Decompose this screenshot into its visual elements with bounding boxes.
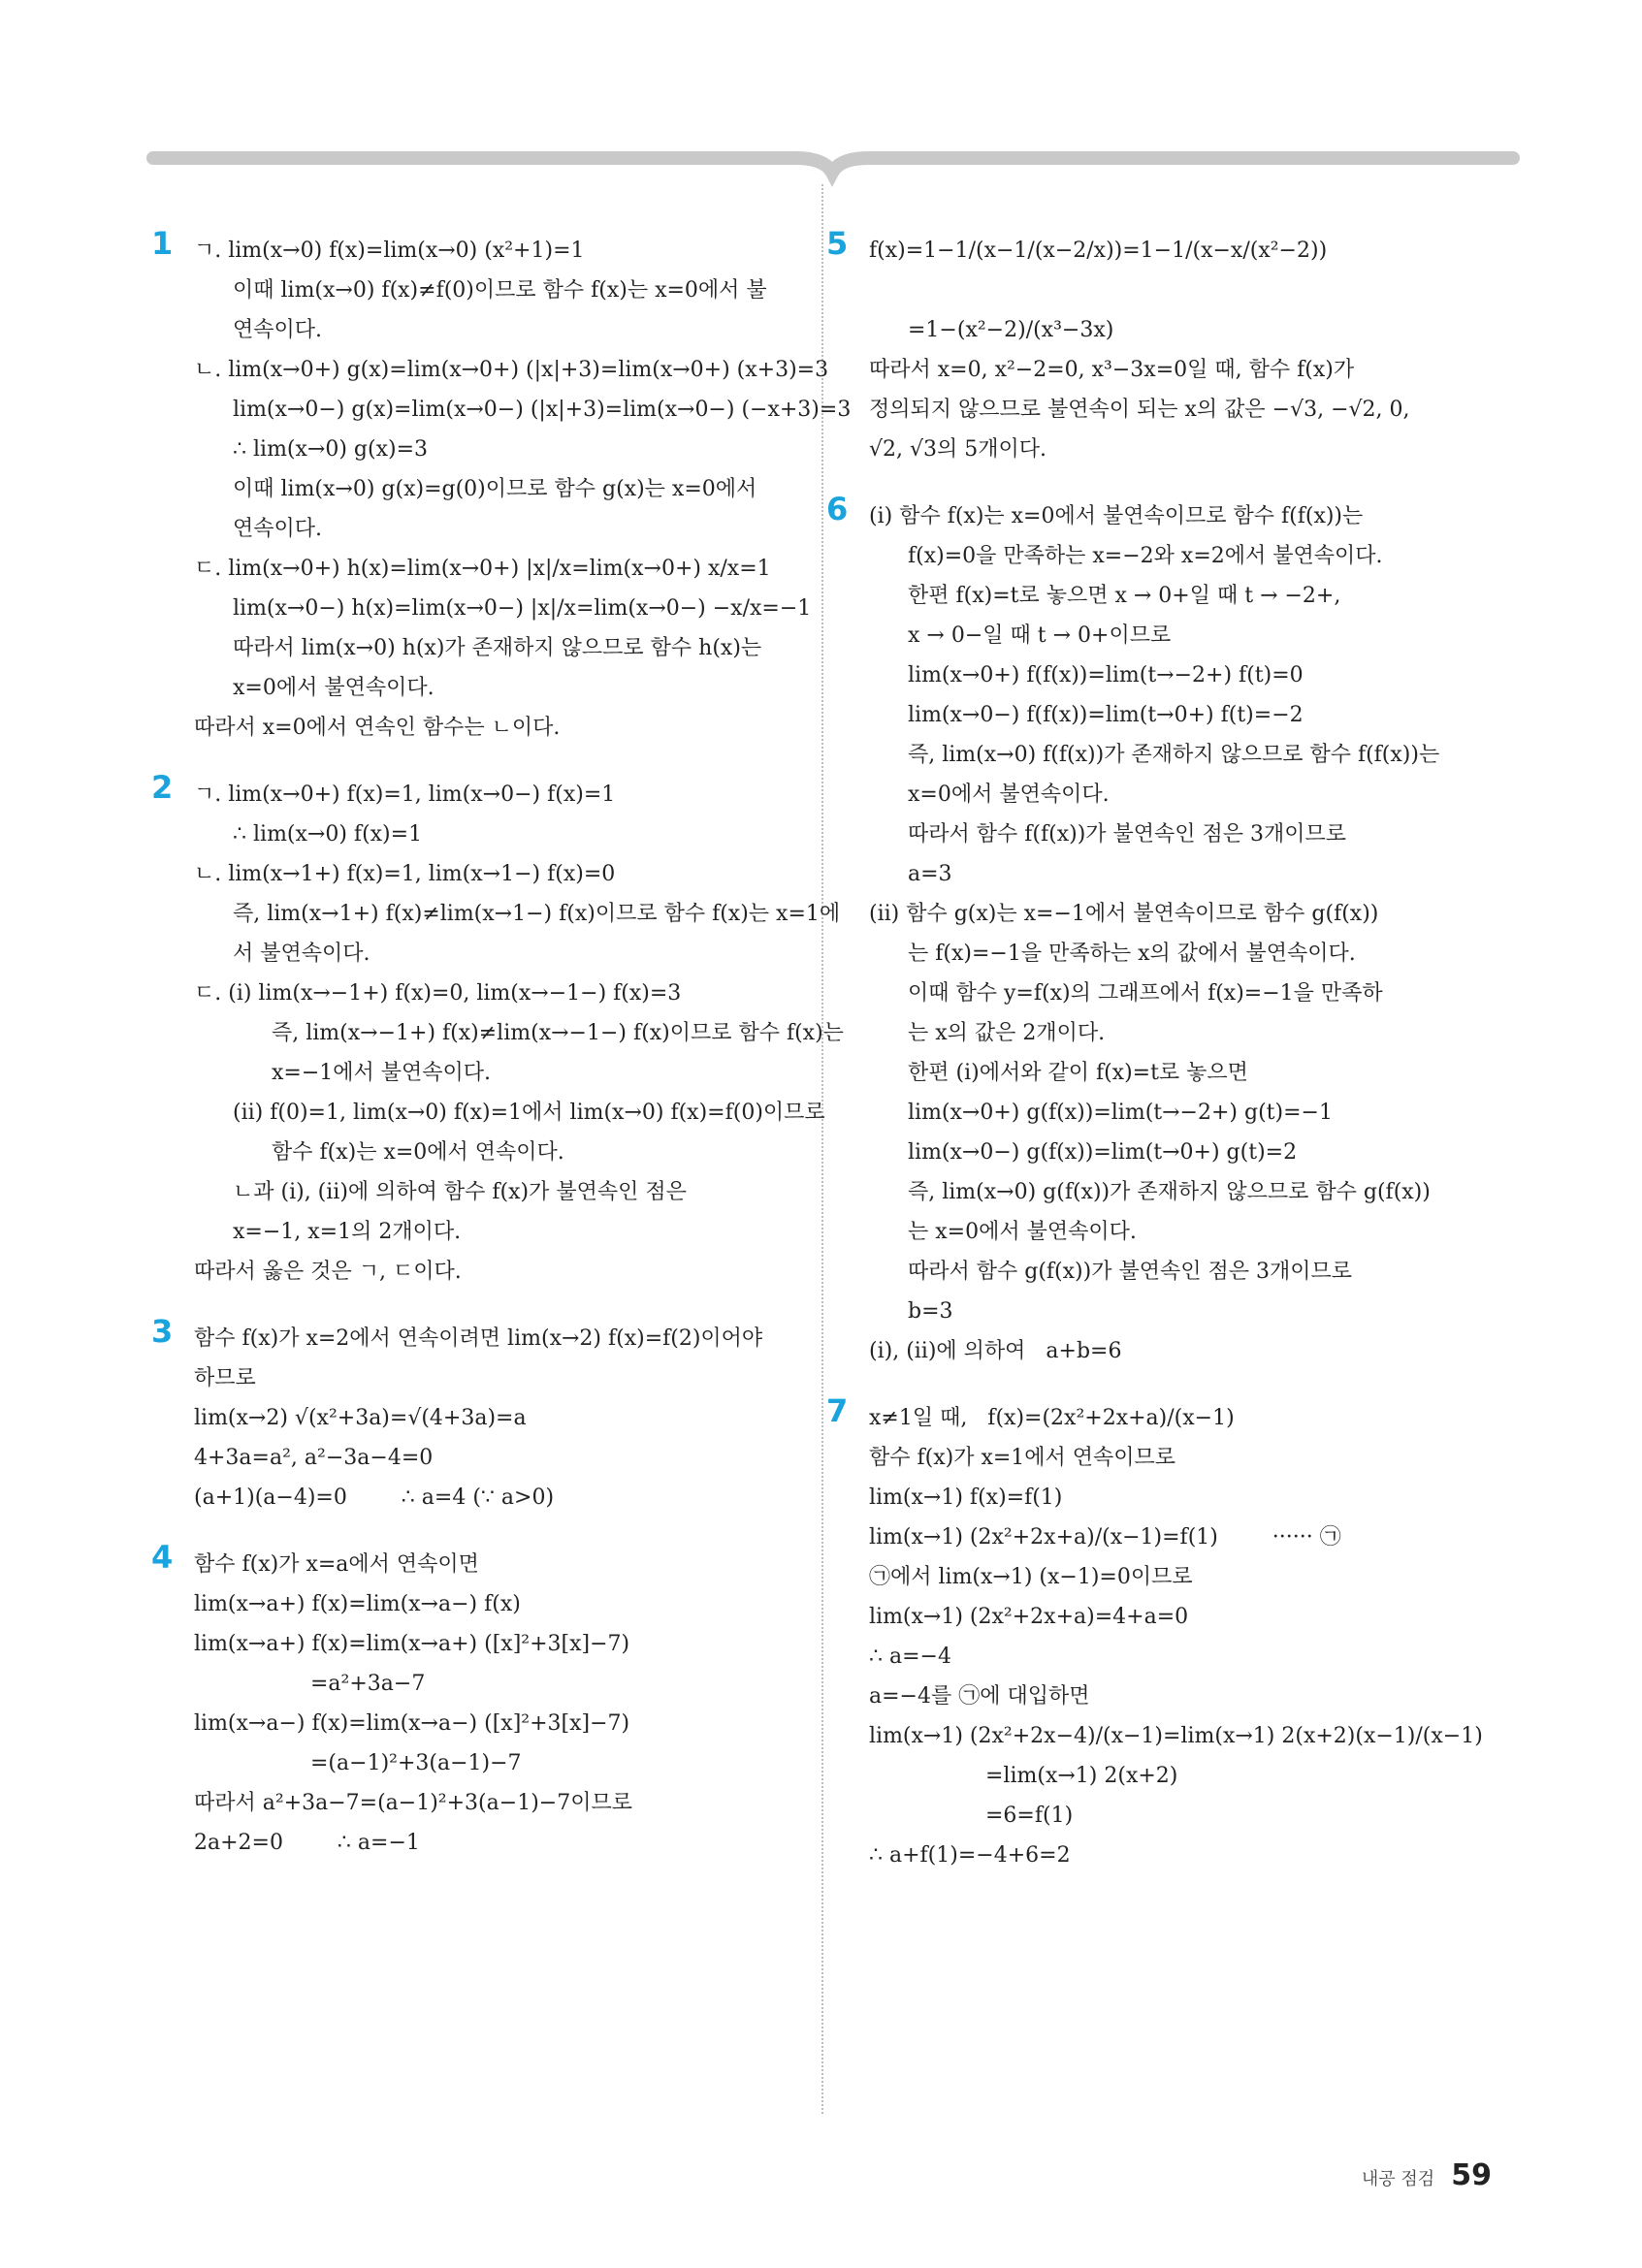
solution-line: x=0에서 불연속이다. — [908, 783, 1110, 807]
problem-4 — [151, 1539, 795, 1863]
solution-line: lim(x→0−) f(f(x))=lim(t→0+) f(t)=−2 — [908, 703, 1304, 727]
solution-line: 한편 f(x)=t로 놓으면 x → 0+일 때 t → −2+, — [908, 584, 1341, 608]
solution-line: √2, √3의 5개이다. — [869, 437, 1047, 462]
solution-line: ∴ a=−4 — [869, 1645, 951, 1669]
problem-6 — [826, 491, 1490, 1371]
solution-line: ∴ lim(x→0) f(x)=1 — [233, 822, 423, 847]
solution-line: lim(x→0−) h(x)=lim(x→0−) |x|/x=lim(x→0−) −x/x=−1 — [233, 596, 812, 621]
solution-line: (a+1)(a−4)=0 ∴ a=4 (∵ a>0) — [194, 1485, 555, 1510]
solution-line: 4+3a=a², a²−3a−4=0 — [194, 1446, 434, 1470]
solution-line: 는 x=0에서 불연속이다. — [908, 1220, 1137, 1244]
solution-line: 2a+2=0 ∴ a=−1 — [194, 1831, 420, 1855]
solution-line: 하므로 — [194, 1366, 256, 1390]
solution-line: 함수 f(x)가 x=2에서 연속이려면 lim(x→2) f(x)=f(2)이어야 — [194, 1326, 763, 1351]
problem-5 — [826, 225, 1490, 469]
solution-line: lim(x→1) (2x²+2x+a)=4+a=0 — [869, 1605, 1189, 1629]
problem-number: 3 — [151, 1313, 174, 1350]
solution-line: x → 0−일 때 t → 0+이므로 — [908, 623, 1172, 648]
solution-line: 이때 함수 y=f(x)의 그래프에서 f(x)=−1을 만족하 — [908, 981, 1383, 1006]
solution-line: 함수 f(x)가 x=1에서 연속이므로 — [869, 1446, 1176, 1470]
solution-line: 함수 f(x)는 x=0에서 연속이다. — [272, 1140, 564, 1165]
solution-line: x=−1에서 불연속이다. — [272, 1061, 492, 1085]
solution-line: 이때 lim(x→0) f(x)≠f(0)이므로 함수 f(x)는 x=0에서 불 — [233, 278, 767, 303]
solution-line: x≠1일 때, f(x)=(2x²+2x+a)/(x−1) — [869, 1406, 1235, 1430]
solution-line: lim(x→1) f(x)=f(1) — [869, 1485, 1063, 1510]
left-column — [151, 225, 852, 1890]
solution-line: 따라서 lim(x→0) h(x)가 존재하지 않으므로 함수 h(x)는 — [233, 636, 762, 660]
problem-3 — [151, 1313, 795, 1517]
page-footer — [1362, 2158, 1492, 2192]
solution-line: (ⅰ), (ⅱ)에 의하여 a+b=6 — [869, 1339, 1122, 1363]
solution-line: 즉, lim(x→0) g(f(x))가 존재하지 않으므로 함수 g(f(x)) — [908, 1180, 1431, 1204]
solution-line: lim(x→2) √(x²+3a)=√(4+3a)=a — [194, 1406, 527, 1430]
solution-line: ㄴ. lim(x→1+) f(x)=1, lim(x→1−) f(x)=0 — [194, 862, 616, 886]
solution-line: 따라서 x=0에서 연속인 함수는 ㄴ이다. — [194, 716, 561, 740]
solution-line: 따라서 x=0, x²−2=0, x³−3x=0일 때, 함수 f(x)가 — [869, 358, 1355, 382]
solution-line: ㄱ. lim(x→0+) f(x)=1, lim(x→0−) f(x)=1 — [194, 783, 616, 807]
solution-line: =(a−1)²+3(a−1)−7 — [310, 1751, 522, 1775]
solution-line: lim(x→0+) f(f(x))=lim(t→−2+) f(t)=0 — [908, 663, 1304, 687]
solution-line: 한편 (ⅰ)에서와 같이 f(x)=t로 놓으면 — [908, 1061, 1248, 1085]
solution-line: lim(x→1) (2x²+2x+a)/(x−1)=f(1) ······ ㉠ — [869, 1525, 1341, 1549]
solution-line: 따라서 함수 g(f(x))가 불연속인 점은 3개이므로 — [908, 1260, 1352, 1284]
solution-line: a=−4를 ㉠에 대입하면 — [869, 1684, 1090, 1709]
solution-line: 이때 lim(x→0) g(x)=g(0)이므로 함수 g(x)는 x=0에서 — [233, 477, 757, 501]
page-number: 59 — [1451, 2158, 1492, 2192]
solution-line: =a²+3a−7 — [310, 1672, 426, 1696]
solution-line: x=−1, x=1의 2개이다. — [233, 1220, 462, 1244]
solution-line: 연속이다. — [233, 318, 323, 342]
solution-line: 정의되지 않으므로 불연속이 되는 x의 값은 −√3, −√2, 0, — [869, 398, 1410, 422]
solution-line: (ⅱ) 함수 g(x)는 x=−1에서 불연속이므로 함수 g(f(x)) — [869, 902, 1379, 926]
solution-line: x=0에서 불연속이다. — [233, 676, 435, 700]
column-divider — [821, 184, 823, 2114]
solution-line: =6=f(1) — [985, 1804, 1074, 1828]
solution-line: 따라서 함수 f(f(x))가 불연속인 점은 3개이므로 — [908, 822, 1347, 847]
solution-line: lim(x→0−) g(x)=lim(x→0−) (|x|+3)=lim(x→0−) (−x+3)=3 — [233, 398, 852, 422]
problem-number: 7 — [826, 1392, 849, 1429]
solution-line: f(x)=0을 만족하는 x=−2와 x=2에서 불연속이다. — [908, 544, 1383, 568]
solution-line: ㄷ. (ⅰ) lim(x→−1+) f(x)=0, lim(x→−1−) f(x)=3 — [194, 981, 682, 1006]
solution-line: ㄷ. lim(x→0+) h(x)=lim(x→0+) |x|/x=lim(x→0+) x/x=1 — [194, 557, 771, 581]
solution-line: f(x)=1−1/(x−1/(x−2/x))=1−1/(x−x/(x²−2)) — [869, 239, 1328, 263]
problem-number: 4 — [151, 1539, 174, 1576]
solution-line: (ⅰ) 함수 f(x)는 x=0에서 불연속이므로 함수 f(f(x))는 — [869, 504, 1364, 528]
solution-line: lim(x→1) (2x²+2x−4)/(x−1)=lim(x→1) 2(x+2)(x−1)/(x−1) — [869, 1724, 1483, 1748]
solution-line: 따라서 옳은 것은 ㄱ, ㄷ이다. — [194, 1260, 462, 1284]
solution-line: lim(x→a−) f(x)=lim(x→a−) ([x]²+3[x]−7) — [194, 1711, 630, 1736]
solution-line: 함수 f(x)가 x=a에서 연속이면 — [194, 1552, 479, 1577]
solution-line: lim(x→0−) g(f(x))=lim(t→0+) g(t)=2 — [908, 1140, 1298, 1165]
solution-line: ㄱ. lim(x→0) f(x)=lim(x→0) (x²+1)=1 — [194, 239, 585, 263]
right-column — [826, 225, 1490, 1902]
problem-number: 6 — [826, 491, 849, 527]
solution-line: 는 x의 값은 2개이다. — [908, 1021, 1106, 1045]
solution-line: 즉, lim(x→−1+) f(x)≠lim(x→−1−) f(x)이므로 함수 f(x)는 — [272, 1021, 844, 1045]
section-label: 내공 점검 — [1361, 2169, 1435, 2189]
solution-line: 즉, lim(x→1+) f(x)≠lim(x→1−) f(x)이므로 함수 f(x)는 x=1에 — [233, 902, 841, 926]
solution-line: 서 불연속이다. — [233, 942, 370, 966]
solution-line: (ⅱ) f(0)=1, lim(x→0) f(x)=1에서 lim(x→0) f(x)=f(0)이므로 — [233, 1101, 825, 1125]
solution-line: lim(x→a+) f(x)=lim(x→a−) f(x) — [194, 1592, 521, 1616]
solution-line: a=3 — [908, 862, 952, 886]
problem-number: 2 — [151, 769, 174, 806]
problem-number: 1 — [151, 225, 174, 262]
solution-line: =1−(x²−2)/(x³−3x) — [908, 318, 1114, 342]
solution-line: b=3 — [908, 1299, 953, 1324]
problem-2 — [151, 769, 844, 1292]
solution-line — [869, 271, 1490, 310]
solution-line: 따라서 a²+3a−7=(a−1)²+3(a−1)−7이므로 — [194, 1791, 632, 1815]
solution-line: ∴ lim(x→0) g(x)=3 — [233, 437, 429, 462]
solution-line: lim(x→a+) f(x)=lim(x→a+) ([x]²+3[x]−7) — [194, 1632, 630, 1656]
top-decoration-bar — [0, 0, 1642, 194]
solution-line: 연속이다. — [233, 517, 323, 541]
solution-line: 는 f(x)=−1을 만족하는 x의 값에서 불연속이다. — [908, 942, 1356, 966]
solution-line: ㄴ. lim(x→0+) g(x)=lim(x→0+) (|x|+3)=lim(x→0+) (x+3)=3 — [194, 358, 829, 382]
solution-line: ㉠에서 lim(x→1) (x−1)=0이므로 — [869, 1565, 1193, 1589]
problem-7 — [826, 1392, 1490, 1875]
solution-line: lim(x→0+) g(f(x))=lim(t→−2+) g(t)=−1 — [908, 1101, 1333, 1125]
solution-line: ㄴ과 (ⅰ), (ⅱ)에 의하여 함수 f(x)가 불연속인 점은 — [233, 1180, 687, 1204]
problem-number: 5 — [826, 225, 849, 262]
solution-line: =lim(x→1) 2(x+2) — [985, 1764, 1178, 1788]
solution-line: ∴ a+f(1)=−4+6=2 — [869, 1843, 1071, 1868]
solution-line: 즉, lim(x→0) f(f(x))가 존재하지 않으므로 함수 f(f(x))는 — [908, 743, 1440, 767]
problem-1 — [151, 225, 852, 748]
